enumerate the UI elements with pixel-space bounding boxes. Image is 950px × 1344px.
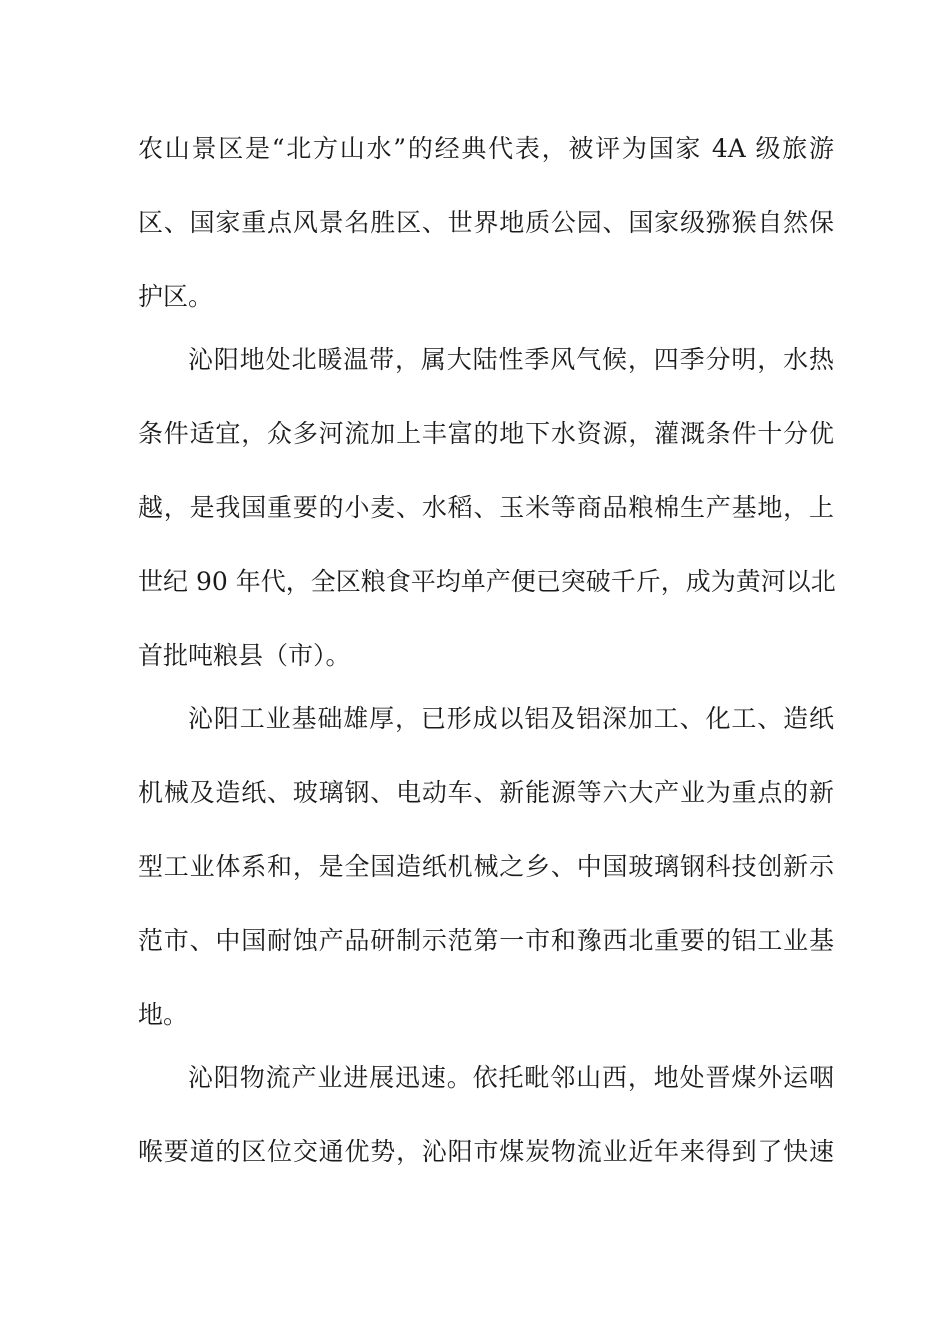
text-line: 地。 [138,1000,189,1029]
paragraph-first-line: 沁阳物流产业进展迅速。依托毗邻山西，地处晋煤外运咽 [188,1063,834,1092]
text-line: 型工业体系和，是全国造纸机械之乡、中国玻璃钢科技创新示 [138,852,834,881]
text-line: 区、国家重点风景名胜区、世界地质公园、国家级猕猴自然保 [138,208,834,237]
text-line: 机械及造纸、玻璃钢、电动车、新能源等六大产业为重点的新 [138,778,834,807]
text-line: 条件适宜，众多河流加上丰富的地下水资源，灌溉条件十分优 [138,419,834,448]
text-line: 喉要道的区位交通优势，沁阳市煤炭物流业近年来得到了快速 [138,1137,834,1166]
paragraph-first-line: 沁阳工业基础雄厚，已形成以铝及铝深加工、化工、造纸 [188,704,834,733]
text-line: 首批吨粮县（市）。 [138,641,351,670]
paragraph-first-line: 沁阳地处北暖温带，属大陆性季风气候，四季分明，水热 [188,345,834,374]
text-line: 越，是我国重要的小麦、水稻、玉米等商品粮棉生产基地，上 [138,493,834,522]
text-line: 世纪 90 年代，全区粮食平均单产便已突破千斤，成为黄河以北 [138,567,836,596]
text-line: 范市、中国耐蚀产品研制示范第一市和豫西北重要的铝工业基 [138,926,834,955]
text-line: 护区。 [138,282,214,311]
text-line: 农山景区是“北方山水”的经典代表，被评为国家 4A 级旅游 [138,134,834,163]
